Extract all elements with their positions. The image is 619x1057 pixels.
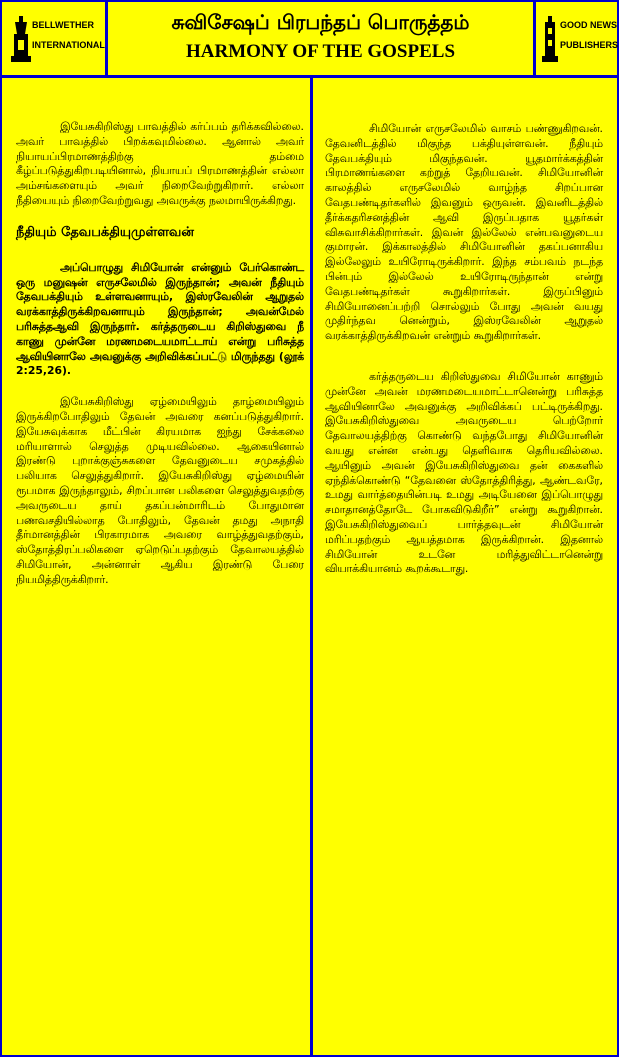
scripture-quote: அப்பொழுது சிமியோன் என்னும் பேர்கொண்ட ஒரு மனுஷன் எருசலேமில் இருந்தான்; அவன் நீதியும் தேவபக்தியும் உள்ளவனாயும், இஸ்ரவேலின் ஆறுதல் வரக்காத்திருக்கிறவனாயும் இருந்தான்; அவன்மேல் பரிசுத்தஆவி இருந்தார். கர்த்தருடைய கிறிஸ்துவை நீ காணு முன்னே மரணமடையமாட்டாய் என்று பரிசுத்த ஆவியினாலே அவனுக்கு அறிவிக்கப்பட்டு மிருந்தது (லூக் 2:25,26). [16,260,304,378]
good-news-logo [533,2,617,75]
right-logo-line2: PUBLISHERS [560,40,619,50]
bell-tower-icon [11,16,31,62]
right-column [313,78,617,1055]
title-tamil: சுவிசேஷப் பிரபந்தப் பொருத்தம் [171,10,470,34]
title-english: HARMONY OF THE GOSPELS [185,41,456,62]
header [2,2,617,78]
right-paragraph-1: சிமியோன் எருசலேமில் வாசம் பண்ணுகிறவன். தேவனிடத்தில் மிகுந்த பக்தியுள்ளவன். நீதியும் தேவபக்தியும் மிகுந்தவன். யூதமார்க்கத்தின் பிரமாணங்களை கற்றுத் தேறியவன். சிமியோனின் காலத்தில் எருசலேமில் வாழ்ந்த சிறப்பான வேதபண்டிதர்களில் இவனும் ஒருவன். இவனிடத்தில் தீர்க்கதரிசனத்தின் ஆவி இருப்பதாக யூதர்கள் விசுவாசிக்கிறார்கள். இவன் இல்லேல் என்பவனுடைய குமாரன். இக்காலத்தில் சிமியோனின் தகப்பனாகிய இல்லேலும் உயிரோடிருக்கிறார். இந்த சம்பவம் நடந்த பின்பும் இல்லேல் உயிரோடிருந்தான் என்று வேதபண்டிதர்கள் கூறுகிறார்கள். இருப்பினும் சிமியோனைப்பற்றி சொல்லும் போது அவன் வயது முதிர்ந்தவ னென்றும், இஸ்ரவேலின் ஆறுதல் வரக்காத்திருக்கிறவன் என்றும் கூறுகிறார்கள். [325,122,603,343]
title-box [108,2,533,75]
left-column [2,78,313,1055]
left-paragraph-2: இயேசுகிறிஸ்து ஏழ்மையிலும் தாழ்மையிலும் இருக்கிறபோதிலும் தேவன் அவரை கனப்படுத்துகிறார். இயேசுவுக்காக மீட்பின் கிரயமாக ஐந்து சேக்கலை மரியாளால் செலுத்த முடியவில்லை. ஆகையினால் இரண்டு புறாக்குஞ்சுகளை தேவனுடைய சமுகத்தில் பலியாக செலுத்துகிறார். இயேசுகிறிஸ்து ஏழ்மையின் ரூபமாக இருந்தாலும், சிறப்பான பலிகளை செலுத்துவதற்கு அவருடைய தாய் தகப்பன்மாரிடம் போதுமான பணவசதியில்லாத போதிலும், தேவன் தமது அநாதி தீர்மானத்தின் பிரகாரமாக அவரை வாழ்த்துவதற்கும், ஸ்தோத்திரப்பலிகளை ஏறெடுப்பதற்கும் தேவாலயத்தில் சிமியோன், அன்னாள் ஆகிய இரண்டு பேரை நியமித்திருக்கிறார். [16,395,304,586]
right-paragraph-2: கர்த்தருடைய கிறிஸ்துவை சிமியோன் காணும் முன்னே அவன் மரணமடையமாட்டானென்று பரிசுத்த ஆவியினாலே அவனுக்கு அறிவிக்கப் பட்டிருக்கிறது. இயேசுகிறிஸ்துவை அவருடைய பெற்றோர் தேவாலயத்திற்கு கொண்டு வந்தபோது சிமியோனின் வயது என்ன என்பது தெளிவாக தெரியவில்லை. ஆயினும் அவன் இயேசுகிறிஸ்துவை தன் கைகளில் ஏந்திக்கொண்டு “தேவனை ஸ்தோத்திரித்து, ஆண்டவரே, உமது வார்த்தையின்படி உமது அடியேனை இப்பொழுது சமாதானத்தோடே போகவிடுகிறீர்” என்று கூறுகிறான். இயேசுகிறிஸ்துவைப் பார்த்தவுடன் சிமியோன் மரிப்பதற்கும் ஆயத்தமாக இருக்கிறான். இதனால் சிமியோன் உடனே மரித்துவிட்டானென்று வியாக்கியானம் கூறக்கூடாது. [325,369,603,576]
right-logo-line1: GOOD NEWS [560,20,618,30]
left-logo-line2: INTERNATIONAL [32,40,105,50]
left-paragraph-1: இயேசுகிறிஸ்து பாவத்தில் கர்ப்பம் தரிக்கவில்லை. அவர் பாவத்தில் பிறக்கவுமில்லை. ஆனால் அவர் நியாயப்பிரமாணத்திற்கு தம்மை கீழ்ப்படுத்துகிறபடியினால், நியாயப் பிரமாணத்தின் எல்லா அம்சங்களையும் அவர் நிறைவேற்றுகிறார். எல்லா நீதியையும் நிறைவேற்றுவது அவருக்கு நலமாயிருக்கிறது. [16,120,304,207]
section-heading: நீதியும் தேவபக்தியுமுள்ளவன் [16,224,194,240]
left-logo-line1: BELLWETHER [32,20,94,30]
tower-icon [542,16,558,62]
body [2,78,617,1055]
bellwether-logo [2,2,108,75]
